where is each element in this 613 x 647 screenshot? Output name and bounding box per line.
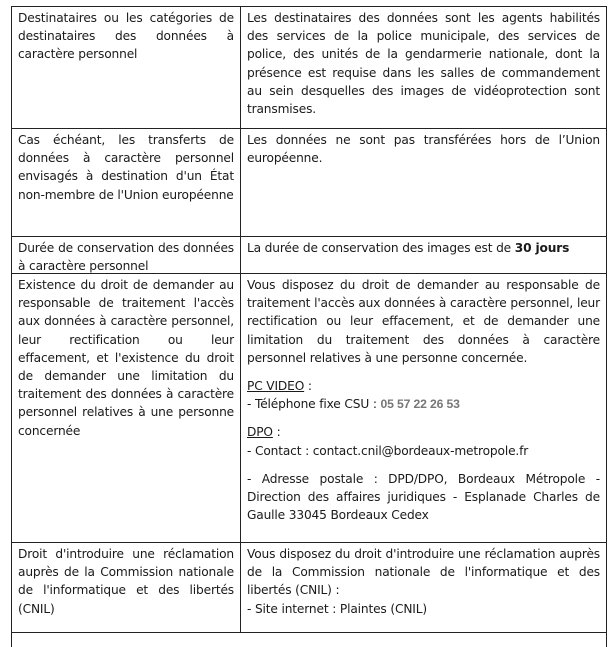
table-row-recipients xyxy=(12,7,606,129)
info-table xyxy=(11,6,607,647)
row-value xyxy=(241,543,606,632)
pc-video-heading: PC VIDEO xyxy=(247,379,305,394)
row-label: Destinataires ou les catégories de destinataires des données à caractère personnel xyxy=(12,7,241,128)
contact-line[interactable]: - Contact : contact.cnil@bordeaux-metropole.fr xyxy=(247,443,529,458)
phone-line xyxy=(247,395,600,413)
table-row-empty xyxy=(12,633,606,647)
pc-video-heading-line xyxy=(247,377,600,395)
heading-colon: : xyxy=(272,425,281,440)
table-row-transfers xyxy=(12,129,606,237)
heading-colon: : xyxy=(304,379,312,394)
phone-number[interactable]: 05 57 22 26 53 xyxy=(380,397,460,412)
row-value xyxy=(241,274,606,542)
table-row-retention xyxy=(12,237,606,274)
row-label: Durée de conservation des données à caractère personnel xyxy=(12,237,241,273)
row-label: Existence du droit de demander au responsable de traitement l'accès aux données à caractère personnel, leur rectification ou leur effacement, et l'existence du droit de demander une limitation du traitement des données à caractère personnel relatives à une personne concernée xyxy=(12,274,241,542)
complaint-intro: Vous disposez du droit d'introduire une réclamation auprès de la Commission nationale de l'informatique et des libertés (CNIL) : xyxy=(247,547,600,598)
retention-text: La durée de conservation des images est de xyxy=(247,241,515,255)
row-label: Cas échéant, les transferts de données à caractère personnel envisagés à destination d'un État non-membre de l'Union européenne xyxy=(12,129,241,236)
dpo-heading-line xyxy=(247,423,600,441)
cnil-site-link[interactable]: - Site internet : Plaintes (CNIL) xyxy=(247,601,427,616)
row-value xyxy=(241,237,606,273)
address-line: - Adresse postale : DPD/DPO, Bordeaux Métropole - Direction des affaires juridiques - Esplanade Charles de Gaulle 33045 Bordeaux Cedex xyxy=(247,471,600,523)
access-rights-intro: Vous disposez du droit de demander au responsable de traitement l'accès aux données à caractère personnel, leur rectification ou leur effacement, et de demander une limitation du traitement des données à caractère personnel relatives à une personne concernée. xyxy=(247,278,600,365)
row-label: Droit d'introduire une réclamation auprès de la Commission nationale de l'informatique et des libertés (CNIL) xyxy=(12,543,241,632)
phone-label: - Téléphone fixe CSU : xyxy=(247,397,381,412)
retention-duration: 30 jours xyxy=(514,241,570,255)
table-row-access-rights xyxy=(12,274,606,543)
dpo-heading: DPO xyxy=(247,425,273,440)
row-value: Les destinataires des données sont les agents habilités des services de la police municipale, des services de police, des unités de la gendarmerie nationale, dont la présence est requise dans les salles de commandement au sein desquelles des images de vidéoprotection sont transmises. xyxy=(247,11,600,117)
table-row-complaint xyxy=(12,543,606,633)
row-value: Les données ne sont pas transférées hors de l’Union européenne. xyxy=(247,133,600,166)
